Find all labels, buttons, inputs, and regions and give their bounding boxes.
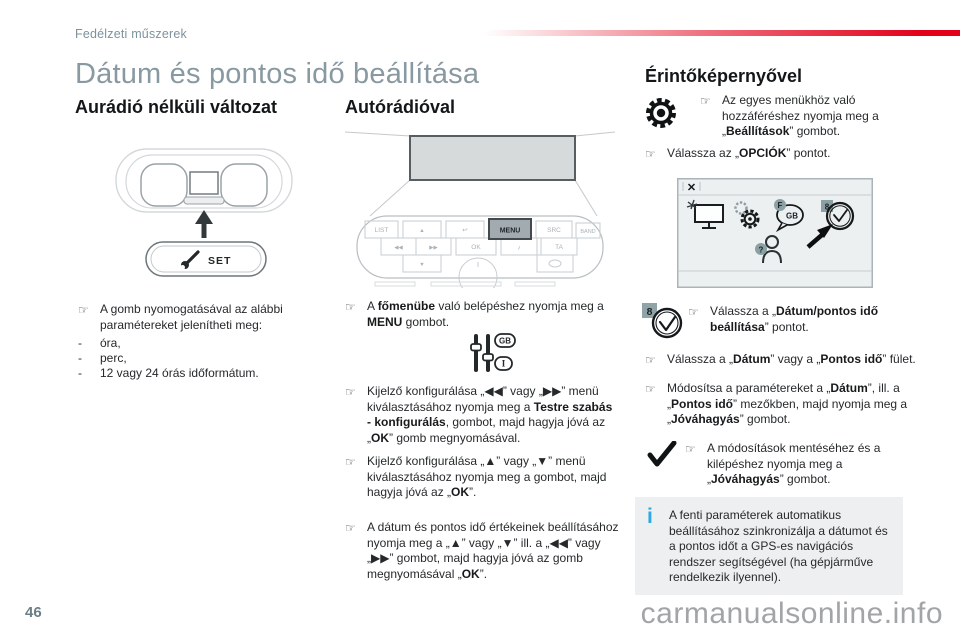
bold-segment: Dátum/pontos idő beállítása <box>710 304 879 334</box>
bold-segment: Pontos idő <box>671 396 733 411</box>
step-text <box>367 299 617 330</box>
text-segment: ” pontot. <box>786 146 831 160</box>
radio-back-label: ↩ <box>462 227 468 234</box>
pointer-hand-icon: ☞ <box>645 353 656 367</box>
step-text <box>710 304 898 335</box>
bold-segment: Beállítások <box>726 124 790 138</box>
radio-fwd-label: ▶▶ <box>429 245 438 251</box>
touchscreen-menu-illustration <box>677 178 873 288</box>
radio-music-label: ♪ <box>517 244 521 252</box>
page-title: Dátum és pontos idő beállítása <box>75 58 480 90</box>
text-segment: ” fület. <box>882 352 916 366</box>
radio-list-label: LIST <box>374 227 389 234</box>
help-question-badge: ? <box>758 245 764 255</box>
text-segment: ”. <box>479 566 488 581</box>
text-segment: ” gomb megnyomásával. <box>389 430 521 445</box>
instruction-step <box>688 304 898 335</box>
gb-badge-label: GB <box>499 336 511 346</box>
step-text <box>707 441 887 488</box>
text-segment: A módosítások mentéséhez és a kilépéshez nyomja meg a „ <box>707 441 881 486</box>
dash-bullet: - <box>78 351 82 365</box>
radio-ok-label: OK <box>471 244 481 251</box>
set-stalk <box>146 242 266 276</box>
bold-segment: Testre szabás - konfigurálás <box>367 399 613 429</box>
radio-src-label: SRC <box>547 227 561 234</box>
step-text <box>367 384 619 446</box>
radio-band-label: BAND <box>580 229 596 235</box>
instruction-step <box>78 302 313 333</box>
pointer-hand-icon: ☞ <box>78 303 89 317</box>
menu-button-label: MENU <box>499 227 521 235</box>
pointer-hand-icon: ☞ <box>688 305 699 319</box>
pointer-hand-icon: ☞ <box>645 382 656 396</box>
radio-up-label: ▲ <box>419 228 425 234</box>
text-segment: ”. <box>469 485 477 499</box>
text-segment: ” gombot. <box>739 412 791 426</box>
slider-knob <box>471 344 481 351</box>
close-icon: ✕ <box>686 182 697 194</box>
text-segment: Kijelző konfigurálása „◀◀” vagy „▶▶” menü kiválasztásához nyomja meg a <box>367 384 599 414</box>
cluster-hood <box>116 149 292 212</box>
pointer-hand-icon: ☞ <box>345 455 356 469</box>
instruction-step <box>645 381 915 428</box>
pointer-hand-icon: ☞ <box>700 94 711 108</box>
accent-red-line <box>484 30 960 36</box>
instruction-step <box>345 520 620 582</box>
list-item <box>78 351 313 367</box>
bold-segment: OPCIÓK <box>739 146 787 160</box>
bold-segment: OK <box>371 430 389 445</box>
set-button-label: SET <box>208 255 232 267</box>
bold-segment: OK <box>461 566 480 581</box>
center-display <box>190 172 218 194</box>
instruction-step <box>645 146 905 162</box>
text-segment: , gombot, majd hagyja jóvá az „ <box>367 415 606 445</box>
bold-segment: MENU <box>367 314 403 329</box>
bold-segment: Dátum <box>830 381 868 395</box>
info-icon: i <box>647 505 653 528</box>
bold-segment: Dátum <box>733 352 771 366</box>
clock-8-badge: 8 <box>646 306 653 318</box>
text-segment: A <box>367 299 378 313</box>
language-gb-label: GB <box>786 211 798 221</box>
pointer-hand-icon: ☞ <box>345 385 356 399</box>
pointer-hand-icon: ☞ <box>345 521 356 535</box>
list-item-text: perc, <box>100 351 127 365</box>
dash-bullet: - <box>78 336 82 350</box>
text-segment: ” mezőkben, majd nyomja meg a „ <box>667 396 908 426</box>
text-segment: ”, ill. a „ <box>667 381 900 411</box>
radio-down-label: ▼ <box>419 262 425 268</box>
bold-segment: Pontos idő <box>820 352 883 366</box>
text-segment: Válassza a „ <box>710 304 777 318</box>
text-segment: Módosítsa a paramétereket a „ <box>667 381 831 395</box>
language-f-badge: F <box>777 201 783 210</box>
text-segment: A dátum és pontos idő értékeinek beállításához nyomja meg a „▲” vagy „▼” ill. a „◀◀” vagy „▶▶” gombot, majd hagyja jóvá az gomb megnyomásával „ <box>367 520 619 581</box>
bold-segment: OK <box>451 485 470 499</box>
text-segment: Kijelző konfigurálása „▲” vagy „▼” menü kiválasztásához nyomja meg a gombot, majd hagyja jóvá az „ <box>367 454 607 499</box>
text-segment: Válassza a „ <box>667 352 734 366</box>
text-segment: Az egyes menükhöz való hozzáféréshez nyomja meg a „ <box>722 93 879 138</box>
bold-segment: főmenübe <box>377 299 436 313</box>
radio-screen <box>410 136 575 180</box>
i-badge-label: I <box>501 358 506 369</box>
text-segment: ” gombot. <box>779 472 831 486</box>
info-note-text: A fenti paraméterek automatikus beállításához szinkronizálja a dátumot és a pontos időt a GPS-es navigációs rendszer segítségével (ha gépjárműve rendelkezik ilyennel). <box>669 508 888 584</box>
car-radio-illustration <box>345 126 615 288</box>
instrument-cluster-illustration <box>113 144 295 284</box>
instruction-step <box>345 299 617 330</box>
right-dial <box>221 164 267 206</box>
date-time-clock-icon <box>641 302 685 342</box>
list-item-text: 12 vagy 24 órás időformátum. <box>100 366 259 380</box>
info-note-box <box>635 497 903 595</box>
clock-8-badge: 8 <box>824 202 830 212</box>
text-segment: való belépéshez nyomja meg a <box>435 299 604 313</box>
checkmark-icon <box>647 441 677 467</box>
radio-ta-label: TA <box>555 244 563 251</box>
pointer-hand-icon: ☞ <box>645 147 656 161</box>
step-text <box>367 520 619 582</box>
step-text: A gomb nyomogatásával az alábbi paramétereket jelenítheti meg: <box>100 302 283 332</box>
list-item-text: óra, <box>100 336 121 350</box>
bold-segment: Jóváhagyás <box>711 472 780 486</box>
text-segment: gombot. <box>402 314 450 329</box>
left-dial <box>141 164 187 206</box>
page-number: 46 <box>25 604 42 621</box>
col2-heading: Autórádióval <box>345 97 456 117</box>
text-segment: Válassza az „ <box>667 146 740 160</box>
text-segment: ” vagy a „ <box>770 352 821 366</box>
breadcrumb: Fedélzeti műszerek <box>75 27 187 41</box>
instruction-step <box>685 441 890 488</box>
gear-icon <box>642 95 680 131</box>
list-item <box>78 336 313 352</box>
slider-knob <box>483 354 493 361</box>
step-text <box>667 352 930 368</box>
col3-heading: Érintőképernyővel <box>645 66 803 86</box>
instruction-step <box>645 352 930 368</box>
step-text <box>722 93 905 140</box>
text-segment: ” gombot. <box>789 124 841 138</box>
step-text <box>667 381 910 428</box>
list-item <box>78 366 313 382</box>
col1-heading: Aurádió nélküli változat <box>75 97 278 117</box>
pointer-hand-icon: ☞ <box>345 300 356 314</box>
instruction-step <box>345 384 620 446</box>
instruction-step <box>700 93 905 140</box>
radio-rew-label: ◀◀ <box>394 245 403 251</box>
display-config-icon <box>466 332 516 374</box>
instruction-step <box>345 454 620 501</box>
step-text <box>667 146 905 162</box>
bold-segment: Jóváhagyás <box>671 412 740 426</box>
pointer-hand-icon: ☞ <box>685 442 696 456</box>
pointer-arrow-up <box>195 210 213 238</box>
step-text <box>367 454 619 501</box>
dash-bullet: - <box>78 366 82 380</box>
watermark: carmanualsonline.info <box>640 597 943 630</box>
text-segment: ” pontot. <box>764 319 809 334</box>
